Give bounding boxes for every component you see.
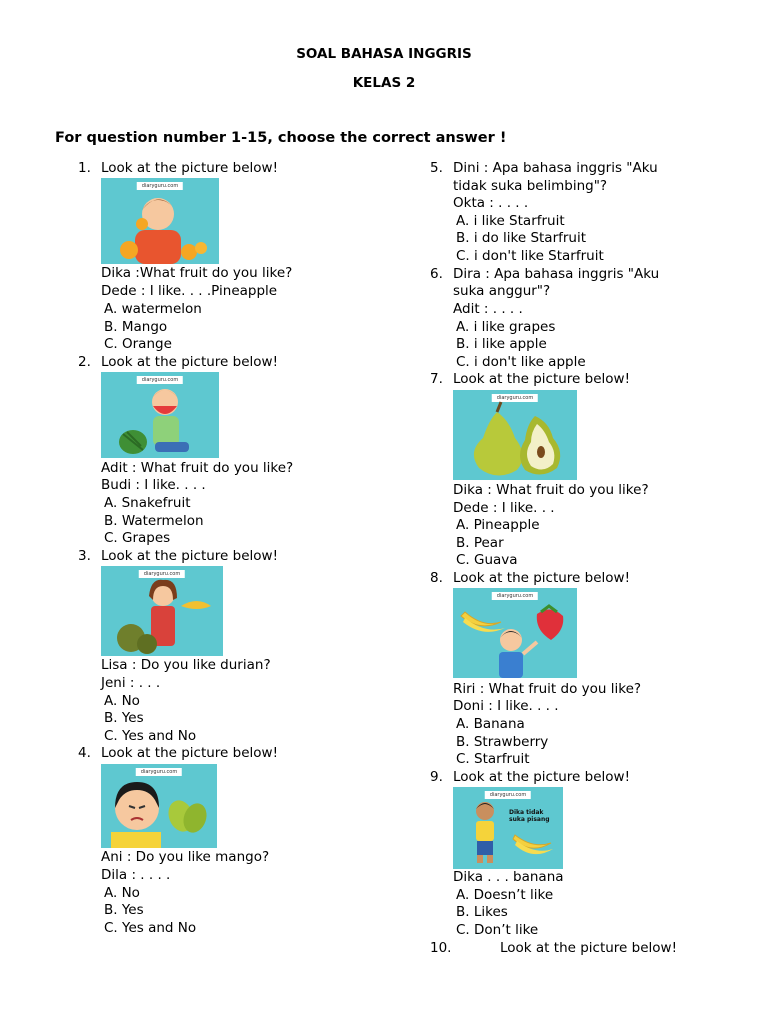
q1-dialog-2: Dede : I like. . . .Pineapple [101, 283, 278, 299]
q5-option-b[interactable]: B. i do like Starfruit [456, 230, 587, 246]
q6-option-a[interactable]: A. i like grapes [456, 319, 556, 335]
q7-prompt: Look at the picture below! [453, 371, 630, 387]
q4-picture-girl-dislikes-mango [101, 764, 217, 848]
q2-option-a[interactable]: A. Snakefruit [104, 495, 191, 511]
q7-option-c[interactable]: C. Guava [456, 552, 518, 568]
q9-prompt: Look at the picture below! [453, 769, 630, 785]
q4-dialog-1: Ani : Do you like mango? [101, 849, 270, 865]
q3-option-b[interactable]: B. Yes [104, 710, 144, 726]
q5-option-c[interactable]: C. i don't like Starfruit [456, 248, 604, 264]
q1-option-a[interactable]: A. watermelon [104, 301, 202, 317]
instruction: For question number 1-15, choose the correct answer ! [55, 130, 507, 146]
q8-dialog-2: Doni : I like. . . . [453, 698, 559, 714]
q5-option-a[interactable]: A. i like Starfruit [456, 213, 565, 229]
watermark: diaryguru.com [139, 570, 185, 578]
q7-option-b[interactable]: B. Pear [456, 535, 504, 551]
q9-picture-boy-banana [453, 787, 563, 869]
q7-dialog-2: Dede : I like. . . [453, 500, 555, 516]
q2-prompt: Look at the picture below! [101, 354, 278, 370]
q5-prompt-1: Dini : Apa bahasa inggris "Aku [453, 160, 658, 176]
q8-dialog-1: Riri : What fruit do you like? [453, 681, 642, 697]
q9-option-c[interactable]: C. Don’t like [456, 922, 539, 938]
q3-dialog-2: Jeni : . . . [101, 675, 161, 691]
q7-number: 7. [430, 371, 443, 387]
q1-prompt: Look at the picture below! [101, 160, 278, 176]
q10-number: 10. [430, 940, 452, 956]
q4-option-b[interactable]: B. Yes [104, 902, 144, 918]
q9-number: 9. [430, 769, 443, 785]
page-title: SOAL BAHASA INGGRIS [296, 46, 472, 62]
q8-option-a[interactable]: A. Banana [456, 716, 525, 732]
q1-picture-boy-eating-orange [101, 178, 219, 264]
q3-picture-girl-with-durian [101, 566, 223, 656]
q9-caption-line-1: Dika tidak [509, 809, 544, 816]
q2-picture-boy-eating-watermelon [101, 372, 219, 458]
q5-number: 5. [430, 160, 443, 176]
watermark: diaryguru.com [485, 791, 531, 799]
q2-option-c[interactable]: C. Grapes [104, 530, 171, 546]
q9-option-b[interactable]: B. Likes [456, 904, 508, 920]
q6-prompt-1: Dira : Apa bahasa inggris "Aku [453, 266, 660, 282]
q8-prompt: Look at the picture below! [453, 570, 630, 586]
q3-number: 3. [78, 548, 91, 564]
class-label: KELAS 2 [352, 75, 416, 91]
q7-option-a[interactable]: A. Pineapple [456, 517, 540, 533]
q1-number: 1. [78, 160, 91, 176]
q2-number: 2. [78, 354, 91, 370]
q4-number: 4. [78, 745, 91, 761]
q4-option-a[interactable]: A. No [104, 885, 140, 901]
q3-option-a[interactable]: A. No [104, 693, 140, 709]
watermark: diaryguru.com [136, 768, 182, 776]
q4-prompt: Look at the picture below! [101, 745, 278, 761]
q6-option-c[interactable]: C. i don't like apple [456, 354, 586, 370]
q1-option-b[interactable]: B. Mango [104, 319, 168, 335]
q3-option-c[interactable]: C. Yes and No [104, 728, 197, 744]
watermark: diaryguru.com [137, 182, 183, 190]
q9-caption-line-2: suka pisang [509, 816, 550, 823]
q4-dialog-2: Dila : . . . . [101, 867, 171, 883]
watermark: diaryguru.com [492, 592, 538, 600]
q10-prompt: Look at the picture below! [500, 940, 677, 956]
q3-dialog-1: Lisa : Do you like durian? [101, 657, 271, 673]
q9-dialog: Dika . . . banana [453, 869, 564, 885]
q6-option-b[interactable]: B. i like apple [456, 336, 547, 352]
q2-dialog-2: Budi : I like. . . . [101, 477, 206, 493]
q6-prompt-2: suka anggur"? [453, 283, 551, 299]
q9-option-a[interactable]: A. Doesn’t like [456, 887, 554, 903]
q4-option-c[interactable]: C. Yes and No [104, 920, 197, 936]
q5-dialog: Okta : . . . . [453, 195, 529, 211]
q2-dialog-1: Adit : What fruit do you like? [101, 460, 294, 476]
q1-option-c[interactable]: C. Orange [104, 336, 172, 352]
q8-number: 8. [430, 570, 443, 586]
q6-number: 6. [430, 266, 443, 282]
q8-picture-boy-banana-strawberry [453, 588, 577, 678]
q5-prompt-2: tidak suka belimbing"? [453, 178, 608, 194]
q3-prompt: Look at the picture below! [101, 548, 278, 564]
q8-option-b[interactable]: B. Strawberry [456, 734, 549, 750]
q7-picture-pear [453, 390, 577, 480]
watermark: diaryguru.com [137, 376, 183, 384]
q2-option-b[interactable]: B. Watermelon [104, 513, 204, 529]
q1-dialog-1: Dika :What fruit do you like? [101, 265, 293, 281]
q7-dialog-1: Dika : What fruit do you like? [453, 482, 649, 498]
q6-dialog: Adit : . . . . [453, 301, 523, 317]
watermark: diaryguru.com [492, 394, 538, 402]
q8-option-c[interactable]: C. Starfruit [456, 751, 530, 767]
